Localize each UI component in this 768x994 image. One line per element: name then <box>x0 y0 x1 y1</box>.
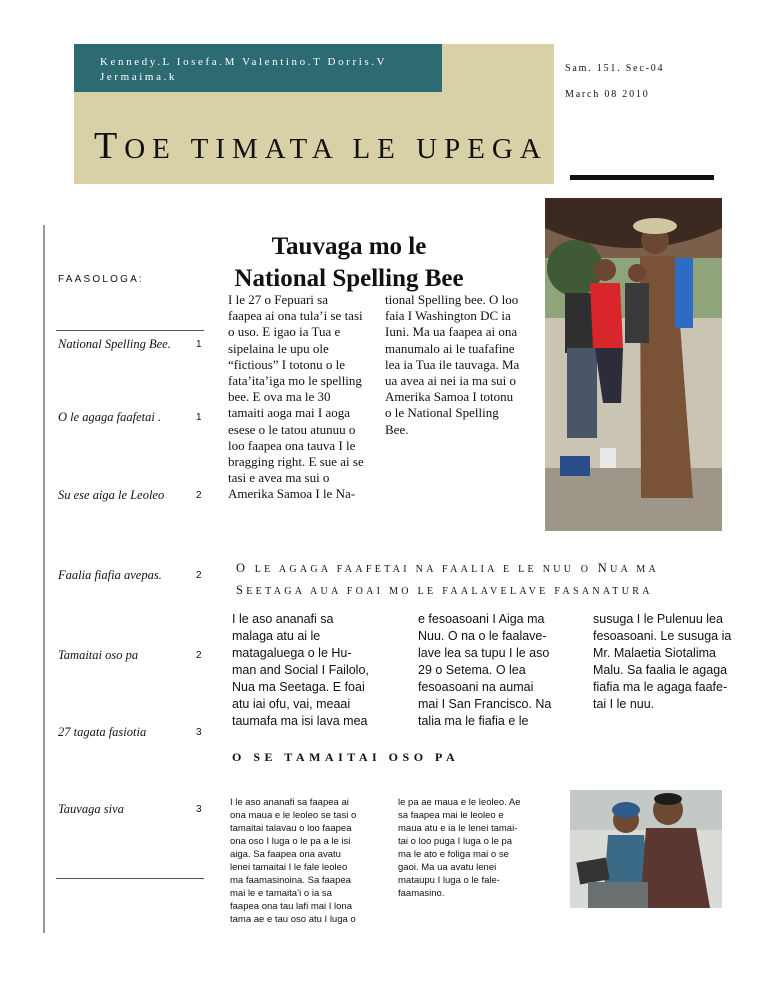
text-line: tama ae e tau oso atu I luga o <box>230 914 356 925</box>
text-line: “fictious” I totonu o le <box>228 356 345 372</box>
text-line: o uso. E igao ia Tua e <box>228 324 341 340</box>
text-line: 29 o Setema. O lea <box>418 663 526 677</box>
toc-page: 1 <box>196 412 202 423</box>
spelling-bee-photo <box>545 198 722 531</box>
text-line: le pa ae maua e le leoleo. Ae <box>398 797 521 808</box>
text-line: faia I Washington DC ia <box>385 308 511 324</box>
text-line: o le National Spelling <box>385 405 499 421</box>
text-line: I le 27 o Fepuari sa <box>228 292 329 307</box>
text-line: fata’ita’iga mo le spelling <box>228 373 362 389</box>
sidebar-rule <box>43 225 45 933</box>
text-line: fesoasoani. Le susuga ia <box>593 629 732 643</box>
text-line: sa faapea mai le leoleo e <box>398 810 504 821</box>
heading-segment: LE AGAGA FAAFETAI NA FAALIA E LE NUU <box>254 564 575 575</box>
text-line: Nuu. O na o le faalave- <box>418 629 547 643</box>
authors-line-1: Kennedy.L Iosefa.M Valentino.T Dorris.V <box>100 56 388 68</box>
article3-heading: O SE TAMAITAI OSO PA <box>232 750 460 764</box>
title-rest: OE TIMATA LE UPEGA <box>124 133 548 165</box>
headline-line-2: National Spelling Bee <box>234 265 464 292</box>
text-line: fiafia ma le agaga faafe- <box>593 680 728 694</box>
toc-divider <box>56 878 204 879</box>
toc-page: 1 <box>196 339 202 350</box>
text-line: loo faapea ona tauva I le <box>228 437 356 453</box>
text-line: ona maua e le leoleo se tasi o <box>230 810 357 821</box>
text-line: Malu. Sa faalia le agaga <box>593 663 728 677</box>
toc-page: 2 <box>196 490 202 501</box>
text-line: tional Spelling bee. O loo <box>385 292 519 307</box>
text-line: lea ia Tua ile tauvaga. Ma <box>385 356 520 372</box>
text-line: faamasino. <box>398 888 445 899</box>
text-line: faapea ai ona tula’i se tasi <box>228 308 363 324</box>
text-line: sipelaina le upu ole <box>228 340 329 356</box>
toc-divider <box>56 330 204 331</box>
toc-page: 2 <box>196 570 202 581</box>
text-line: mataupu I luga o le fale- <box>398 875 500 886</box>
text-line: Mr. Malaetia Siotalima <box>593 646 716 660</box>
issue-number: Sam. 151. Sec-04 <box>565 63 665 74</box>
article1-column-2 <box>385 292 535 438</box>
newsletter-title <box>94 124 548 168</box>
heading-line-2 <box>236 580 736 602</box>
text-line: tai I le nuu. <box>593 697 655 711</box>
toc-item[interactable]: Su ese aiga le Leoleo <box>58 488 165 502</box>
heading-segment: O <box>236 561 249 575</box>
text-line: matagaluega o le Hu- <box>232 646 352 660</box>
text-line: I le aso ananafi sa <box>232 612 334 626</box>
toc-item[interactable]: Tamaitai oso pa <box>58 648 139 662</box>
text-line: tamaitai talavau o loo faapea <box>230 823 352 834</box>
article2-column-3 <box>593 611 753 713</box>
text-line: ua avea ai nei ia ma sui o <box>385 373 517 389</box>
text-line: aiga. Sa faapea ona avatu <box>230 849 341 860</box>
text-line: tasi e avea ma sui o <box>228 470 330 486</box>
text-line: e fesoasoani I Aiga ma <box>418 612 545 626</box>
toc-page: 3 <box>196 727 202 738</box>
article1-column-1 <box>228 292 378 503</box>
toc-item[interactable]: O le agaga faafetai . <box>58 410 162 424</box>
text-line: malaga atu ai le <box>232 629 321 643</box>
toc-title: FAASOLOGA: <box>58 274 144 285</box>
text-line: taumafa ma isi lava mea <box>232 714 368 728</box>
heading-line-1 <box>236 558 736 580</box>
article3-column-2 <box>398 796 558 900</box>
heading-segment: EETAGA AUA FOAI MO LE FAALAVELAVE FASANATURA <box>246 586 653 597</box>
heading-segment: S <box>236 583 247 597</box>
toc-item[interactable]: National Spelling Bee. <box>58 337 171 351</box>
text-line: mai le e tamaita’i o ia sa <box>230 888 332 899</box>
issue-date: March 08 2010 <box>565 89 650 100</box>
headline-line-1: Tauvaga mo le <box>271 233 427 260</box>
heading-segment: O <box>580 564 592 575</box>
article2-heading <box>236 558 736 602</box>
text-line: gaoi. Ma ua avatu lenei <box>398 862 497 873</box>
text-line: ma faamasinoina. Sa faapea <box>230 875 351 886</box>
text-line: lave lea sa tupu I le aso <box>418 646 550 660</box>
article2-column-1 <box>232 611 392 730</box>
text-line: susuga I le Pulenuu lea <box>593 612 723 626</box>
article3-column-1 <box>230 796 390 926</box>
text-line: mai I San Francisco. Na <box>418 697 552 711</box>
text-line: maua atu e ia le lenei tamai- <box>398 823 518 834</box>
title-first-letter: T <box>94 125 125 167</box>
text-line: man and Social I Failolo, <box>232 663 369 677</box>
text-line: atu iai ofu, vai, meaai <box>232 697 351 711</box>
students-photo <box>570 790 722 908</box>
toc-page: 2 <box>196 650 202 661</box>
article2-column-2 <box>418 611 578 730</box>
text-line: Bee. <box>385 421 409 437</box>
heading-segment: N <box>597 561 611 575</box>
text-line: bee. E ova ma le 30 <box>228 389 331 405</box>
text-line: I le aso ananafi sa faapea ai <box>230 797 349 808</box>
text-line: esese o le tatou atunuu o <box>228 421 356 437</box>
text-line: manumalo ai le tuafafine <box>385 340 515 356</box>
authors-line-2: Jermaima.k <box>100 71 178 83</box>
toc-page: 3 <box>196 804 202 815</box>
toc-item[interactable]: Tauvaga siva <box>58 802 124 816</box>
toc-item[interactable]: Faalia fiafia avepas. <box>58 568 162 582</box>
heading-segment: UA MA <box>610 564 660 575</box>
text-line: fesoasoani na aumai <box>418 680 534 694</box>
text-line: tai o loo puga I luga o le pa <box>398 836 513 847</box>
text-line: talia ma le fiafia e le <box>418 714 529 728</box>
text-line: ona oso I luga o le pa a le isi <box>230 836 351 847</box>
text-line: tamaiti aoga mai I aoga <box>228 405 351 421</box>
text-line: bragging right. E sue ai se <box>228 454 364 470</box>
title-rule <box>570 175 714 180</box>
text-line: ma le ato e foliga mai o se <box>398 849 509 860</box>
text-line: Amerika Samoa I le Na- <box>228 486 356 502</box>
text-line: Nua ma Seetaga. E foai <box>232 680 365 694</box>
text-line: Amerika Samoa I totonu <box>385 389 514 405</box>
authors <box>100 55 430 85</box>
toc-item[interactable]: 27 tagata fasiotia <box>58 725 147 739</box>
text-line: lenei tamaitai I le fale leoleo <box>230 862 348 873</box>
article-headline <box>232 231 466 295</box>
text-line: faapea ona tau lafi mai I lona <box>230 901 353 912</box>
text-line: Iuni. Ma ua faapea ai ona <box>385 324 518 340</box>
